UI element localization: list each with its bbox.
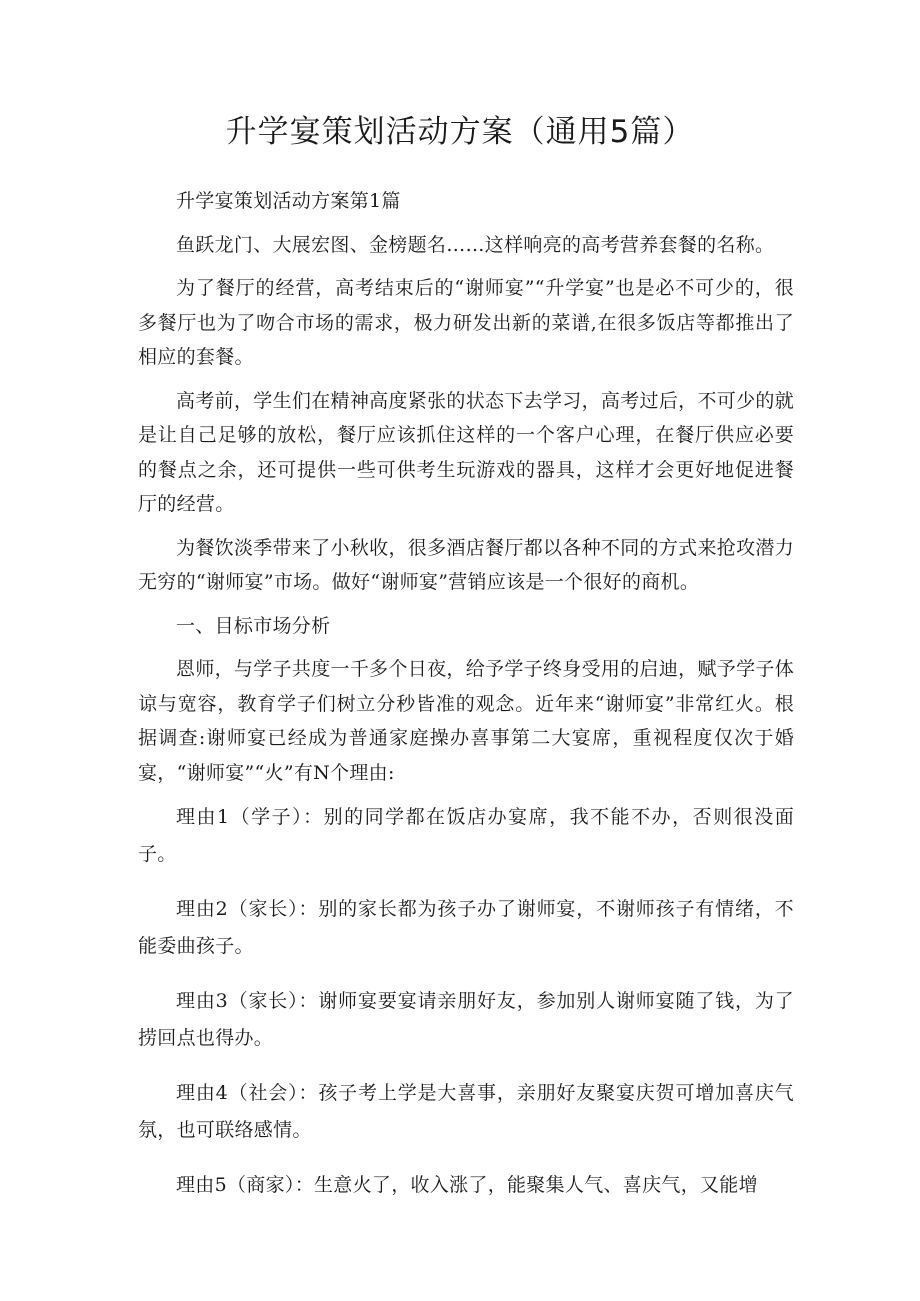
section-heading: 一、目标市场分析 <box>176 614 331 637</box>
reason-paragraph: 理由1（学子）：别的同学都在饭店办宴席，我不能不办，否则很没面子。 <box>138 806 794 865</box>
reason-paragraph: 理由4（社会）：孩子考上学是大喜事，亲朋好友聚宴庆贺可增加喜庆气氛，也可联络感情。 <box>138 1082 794 1141</box>
reason-paragraph: 理由3（家长）：谢师宴要宴请亲朋好友，参加别人谢师宴随了钱，为了捞回点也得办。 <box>138 990 794 1049</box>
document-title: 升学宴策划活动方案（通用5篇） <box>225 114 695 150</box>
section-heading: 升学宴策划活动方案第1篇 <box>176 190 401 212</box>
paragraph: 鱼跃龙门、大展宏图、金榜题名……这样响亮的高考营养套餐的名称。 <box>176 233 775 256</box>
paragraph: 为餐饮淡季带来了小秋收，很多酒店餐厅都以各种不同的方式来抢攻潜力无穷的“谢师宴”市场。做好“谢师宴”营销应该是一个很好的商机。 <box>138 536 794 593</box>
reason-paragraph: 理由5（商家）：生意火了，收入涨了，能聚集人气、喜庆气，又能增 <box>176 1174 758 1196</box>
document-body <box>138 184 794 1222</box>
reason-paragraph: 理由2（家长）：别的家长都为孩子办了谢师宴，不谢师孩子有情绪，不能委曲孩子。 <box>138 898 794 957</box>
paragraph: 恩师，与学子共度一千多个日夜，给予学子终身受用的启迪，赋予学子体谅与宽容，教育学子们树立分秒皆准的观念。近年来“谢师宴”非常红火。根据调查:谢师宴已经成为普通家庭操办喜事第二大宴席，重视程度仅次于婚宴，“谢师宴”“火”有N个理由: <box>138 658 794 784</box>
paragraph: 高考前，学生们在精神高度紧张的状态下去学习，高考过后，不可少的就是让自己足够的放松，餐厅应该抓住这样的一个客户心理，在餐厅供应必要的餐点之余，还可提供一些可供考生玩游戏的器具，这样才会更好地促进餐厅的经营。 <box>138 389 794 515</box>
paragraph: 为了餐厅的经营，高考结束后的“谢师宴”“升学宴”也是必不可少的，很多餐厅也为了吻合市场的需求，极力研发出新的菜谱,在很多饭店等都推出了相应的套餐。 <box>138 277 794 368</box>
